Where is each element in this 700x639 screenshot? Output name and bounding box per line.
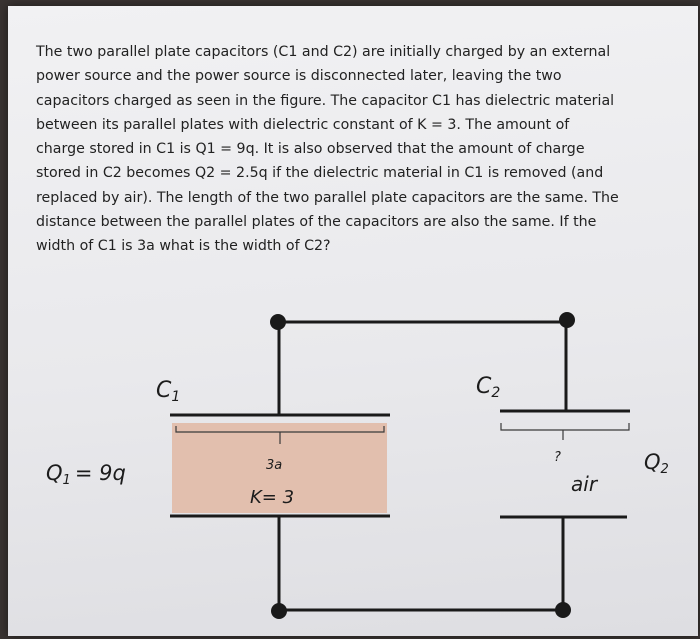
c1-width-label: 3a xyxy=(266,458,283,473)
q1-label: Q1 = 9q xyxy=(46,461,126,488)
problem-line: charge stored in C1 is Q1 = 9q. It is also observed that the amount of charge xyxy=(36,141,585,158)
terminal-bottom-right xyxy=(555,602,571,618)
c2-width-bracket xyxy=(501,423,629,440)
air-label: air xyxy=(571,472,598,496)
dielectric-constant-label: K= 3 xyxy=(250,487,295,508)
terminal-top-left xyxy=(270,314,286,330)
problem-line: capacitors charged as seen in the figure. The capacitor C1 has dielectric material xyxy=(36,92,615,109)
problem-line: power source and the power source is disconnected later, leaving the two xyxy=(36,68,562,85)
c2-width-label: ? xyxy=(554,450,561,465)
problem-line: replaced by air). The length of the two parallel plate capacitors are the same. The xyxy=(36,189,619,206)
c1-label: C1 xyxy=(156,378,181,405)
terminal-top-right xyxy=(559,312,575,328)
problem-line: between its parallel plates with dielectric constant of K = 3. The amount of xyxy=(36,116,570,133)
c2-label: C2 xyxy=(476,374,501,401)
q2-label: Q2 xyxy=(644,450,669,477)
terminal-bottom-left xyxy=(271,603,287,619)
problem-line: distance between the parallel plates of the capacitors are also the same. If the xyxy=(36,214,597,231)
problem-line: width of C1 is 3a what is the width of C2? xyxy=(36,238,331,255)
problem-line: The two parallel plate capacitors (C1 and C2) are initially charged by an external xyxy=(36,44,611,60)
problem-line: stored in C2 becomes Q2 = 2.5q if the dielectric material in C1 is removed (and xyxy=(36,165,604,182)
